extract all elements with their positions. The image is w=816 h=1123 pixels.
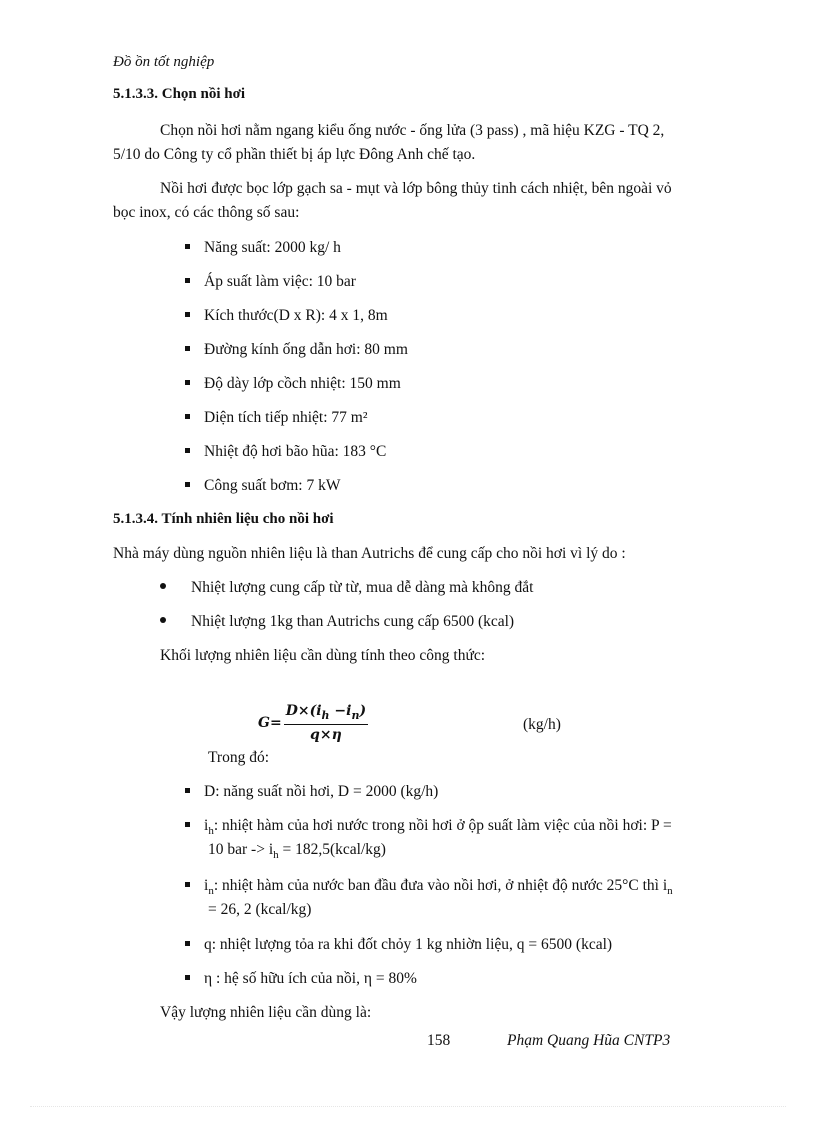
bullet-icon xyxy=(185,482,190,487)
formula-unit: (kg/h) xyxy=(523,716,561,733)
reason-item: Nhiệt lượng 1kg than Autrichs cung cấp 6500 (kcal) xyxy=(160,613,514,631)
bullet-icon xyxy=(185,882,190,887)
paragraph-line: Chọn nồi hơi nằm ngang kiểu ống nước - ống lửa (3 pass) , mã hiệu KZG - TQ 2, xyxy=(160,122,665,139)
bullet-icon xyxy=(185,448,190,453)
spec-item: Nhiệt độ hơi bão hũa: 183 °C xyxy=(185,443,386,461)
paragraph-line: Khối lượng nhiên liệu cần dùng tính theo công thức: xyxy=(160,647,486,664)
paragraph-line: Nhà máy dùng nguồn nhiên liệu là than Autrichs để cung cấp cho nồi hơi vì lý do : xyxy=(113,545,626,562)
section-heading-boiler: 5.1.3.3. Chọn nồi hơi xyxy=(113,86,246,102)
bullet-icon xyxy=(185,278,190,283)
definition-continuation: 10 bar -> $i_h$ = 182,5(kcal/kg) xyxy=(208,841,386,862)
spec-item: Công suất bơm: 7 kW xyxy=(185,477,341,495)
definition-item: $i_n$: nhiệt hàm của nước ban đầu đưa vào nồi hơi, ở nhiệt độ nước 25°C thì $i_n$ xyxy=(185,877,673,897)
definition-continuation: = 26, 2 (kcal/kg) xyxy=(208,901,312,918)
spec-item: Kích thước(D x R): 4 x 1, 8m xyxy=(185,307,388,325)
page-number: 158 xyxy=(427,1032,451,1049)
bullet-icon xyxy=(185,346,190,351)
spec-item: Áp suất làm việc: 10 bar xyxy=(185,273,356,291)
bullet-icon xyxy=(185,822,190,827)
paragraph-line: Nồi hơi được bọc lớp gạch sa - mụt và lớp bông thủy tinh cách nhiệt, bên ngoài vỏ xyxy=(160,180,672,197)
definition-item: $i_h$: nhiệt hàm của hơi nước trong nồi hơi ở ộp suất làm việc của nồi hơi: P = xyxy=(185,817,672,837)
bullet-icon xyxy=(185,414,190,419)
bullet-icon xyxy=(185,244,190,249)
document-header: Đồ ồn tốt nghiệp xyxy=(113,54,215,70)
bullet-icon xyxy=(185,975,190,980)
paragraph-line: bọc inox, có các thông số sau: xyxy=(113,204,300,221)
bottom-divider xyxy=(30,1106,786,1107)
bullet-icon xyxy=(185,941,190,946)
formula-numerator: $D\times(i_h -i_n)$ xyxy=(284,703,368,725)
spec-item: Độ dày lớp cồch nhiệt: 150 mm xyxy=(185,375,401,393)
footer-author: Phạm Quang Hũa CNTP3 xyxy=(507,1032,671,1049)
reason-item: Nhiệt lượng cung cấp từ từ, mua dễ dàng mà không đắt xyxy=(160,579,533,597)
paragraph-line: 5/10 do Công ty cổ phần thiết bị áp lực Đông Anh chế tạo. xyxy=(113,146,476,163)
definition-item: D: năng suất nồi hơi, D = 2000 (kg/h) xyxy=(185,783,438,801)
bullet-icon xyxy=(160,583,166,589)
bullet-icon xyxy=(185,380,190,385)
definition-item: η : hệ số hữu ích của nồi, η = 80% xyxy=(185,970,417,988)
formula-fraction xyxy=(284,703,368,743)
spec-item: Đường kính ống dẫn hơi: 80 mm xyxy=(185,341,408,359)
bullet-icon xyxy=(160,617,166,623)
fuel-formula: G= $\frac{D\times(i_h -i_n)}{q\times\eta}$ xyxy=(258,703,367,743)
where-label: Trong đó: xyxy=(208,749,270,766)
paragraph-line: Vậy lượng nhiên liệu cần dùng là: xyxy=(160,1004,372,1021)
bullet-icon xyxy=(185,312,190,317)
spec-item: Năng suất: 2000 kg/ h xyxy=(185,239,341,257)
spec-item: Diện tích tiếp nhiệt: 77 m² xyxy=(185,409,368,427)
bullet-icon xyxy=(185,788,190,793)
definition-item: q: nhiệt lượng tỏa ra khi đốt chỏy 1 kg nhiờn liệu, q = 6500 (kcal) xyxy=(185,936,612,954)
section-heading-fuel: 5.1.3.4. Tính nhiên liệu cho nồi hơi xyxy=(113,511,334,527)
formula-denominator: q×η xyxy=(310,726,342,743)
